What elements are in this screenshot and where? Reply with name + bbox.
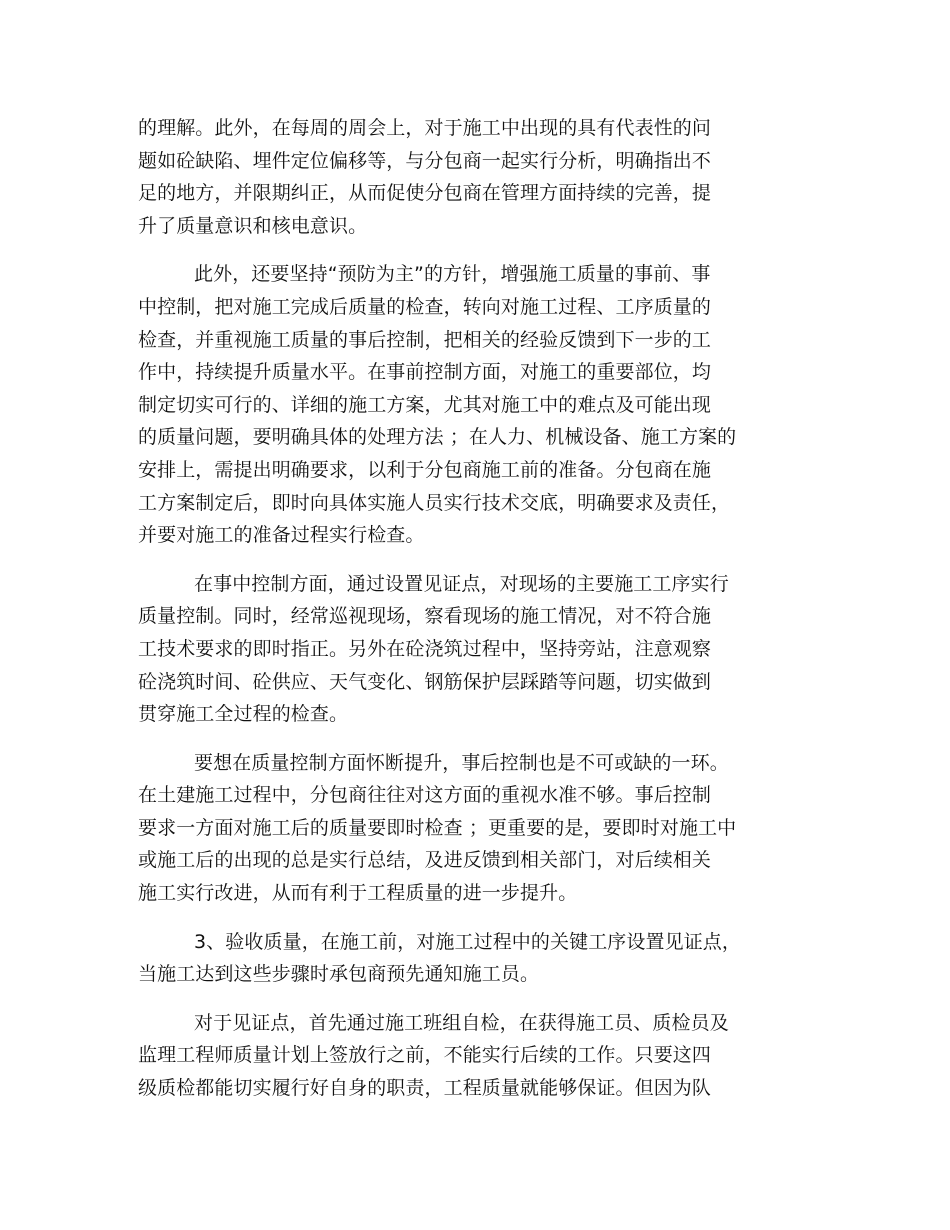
text-line: 在土建施工过程中，分包商往往对这方面的重视水准不够。事后控制 [138, 784, 712, 807]
text-line: 在事中控制方面，通过设置见证点，对现场的主要施工工序实行 [194, 572, 729, 595]
text-line: 作中，持续提升质量水平。在事前控制方面，对施工的重要部位，均 [138, 361, 712, 384]
text-line: 的质量问题，要明确具体的处理方法 ；在人力、机械设备、施工方案的 [138, 426, 737, 449]
text-line: 工技术要求的即时指正。另外在砼浇筑过程中，坚持旁站，注意观察 [138, 637, 712, 660]
text-line: 制定切实可行的、详细的施工方案，尤其对施工中的难点及可能出现 [138, 393, 712, 416]
text-line: 升了质量意识和核电意识。 [138, 214, 368, 237]
text-line: 质量控制。同时，经常巡视现场，察看现场的施工情况，对不符合施 [138, 605, 712, 628]
paragraph-p5 [138, 926, 788, 991]
text-line: 对于见证点，首先通过施工班组自检，在获得施工员、质检员及 [194, 1011, 729, 1034]
text-line: 级质检都能切实履行好自身的职责，工程质量就能够保证。但因为队 [138, 1077, 712, 1100]
paragraph-p4 [138, 747, 788, 910]
paragraph-p3 [138, 568, 788, 731]
paragraph-p6 [138, 1007, 788, 1105]
text-line: 3、验收质量，在施工前，对施工过程中的关键工序设置见证点， [194, 930, 741, 953]
text-line: 检查，并重视施工质量的事后控制，把相关的经验反馈到下一步的工 [138, 328, 712, 351]
text-line: 并要对施工的准备过程实行检查。 [138, 524, 425, 547]
text-line: 中控制，把对施工完成后质量的检查，转向对施工过程、工序质量的 [138, 295, 712, 318]
paragraph-p1 [138, 112, 788, 242]
text-line: 的理解。此外，在每周的周会上，对于施工中出现的具有代表性的问 [138, 117, 712, 139]
text-line: 监理工程师质量计划上签放行之前，不能实行后续的工作。只要这四 [138, 1044, 712, 1067]
text-line: 题如砼缺陷、埋件定位偏移等，与分包商一起实行分析，明确指出不 [138, 149, 712, 172]
text-line: 足的地方，并限期纠正，从而促使分包商在管理方面持续的完善，提 [138, 182, 712, 205]
document-body [138, 112, 788, 1121]
text-line: 施工实行改进，从而有利于工程质量的进一步提升。 [138, 882, 578, 905]
text-line: 砼浇筑时间、砼供应、天气变化、钢筋保护层踩踏等问题，切实做到 [138, 670, 712, 693]
text-line: 或施工后的出现的总是实行总结，及进反馈到相关部门，对后续相关 [138, 849, 712, 872]
text-line: 安排上，需提出明确要求，以利于分包商施工前的准备。分包商在施 [138, 458, 712, 481]
text-line: 要求一方面对施工后的质量要即时检查 ；更重要的是，要即时对施工中 [138, 816, 737, 839]
text-line: 当施工达到这些步骤时承包商预先通知施工员。 [138, 963, 540, 986]
paragraph-p2 [138, 258, 788, 551]
text-line: 此外，还要坚持“预防为主”的方针，增强施工质量的事前、事 [194, 263, 711, 286]
text-line: 工方案制定后，即时向具体实施人员实行技术交底，明确要求及责任， [138, 491, 731, 514]
text-line: 贯穿施工全过程的检查。 [138, 703, 349, 726]
text-line: 要想在质量控制方面怀断提升，事后控制也是不可或缺的一环。 [194, 751, 729, 774]
